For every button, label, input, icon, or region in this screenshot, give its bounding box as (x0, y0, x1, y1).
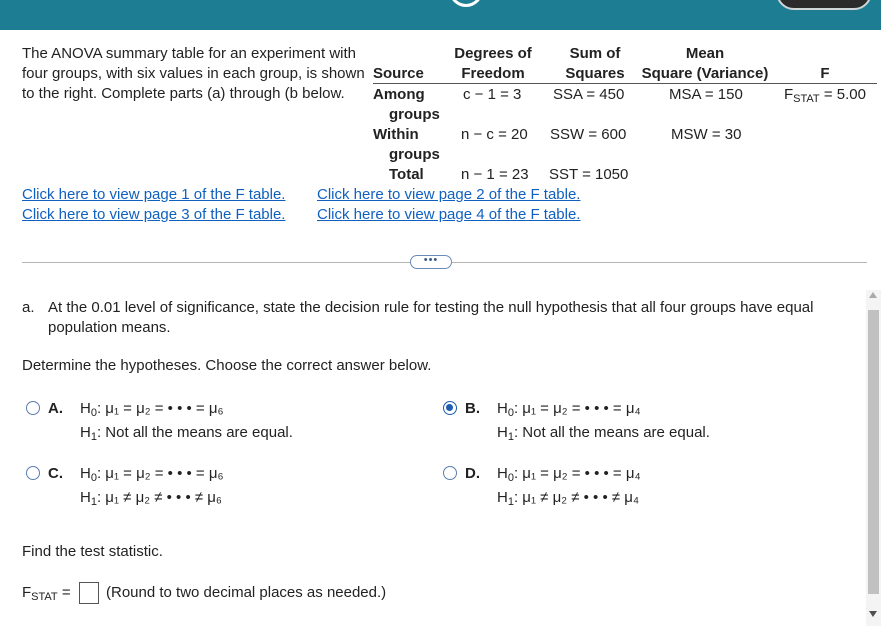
loading-arc-icon (449, 0, 483, 7)
row-among-ms: MSA = 150 (669, 86, 743, 103)
row-total-ss: SST = 1050 (549, 166, 629, 183)
question-a (22, 298, 862, 338)
choice-letter: C. (48, 465, 63, 482)
scroll-up-arrow-icon[interactable] (869, 292, 877, 298)
choice-a-h0: $H_0$: μ₁ = μ₂ = • • • = μ₆ (80, 400, 224, 419)
scrollbar-thumb[interactable] (868, 310, 879, 594)
choice-a-h1: $H_1$: Not all the means are equal. (80, 424, 293, 443)
header-rule (373, 83, 877, 84)
question-text: At the 0.01 level of significance, state the decision rule for testing the null hypothesis that all four groups have equal population means. (48, 299, 814, 336)
row-within-source-cont: groups (389, 146, 440, 163)
header-source: Source (373, 65, 424, 82)
row-among-df: c − 1 = 3 (463, 86, 522, 103)
fstat-input[interactable] (79, 582, 99, 604)
f-table-page4-link[interactable]: Click here to view page 4 of the F table. (317, 206, 581, 223)
choice-d[interactable] (443, 464, 773, 512)
header-f: F (820, 65, 830, 82)
instruction-text: Determine the hypotheses. Choose the correct answer below. (22, 357, 432, 374)
row-among-source: Among (373, 86, 425, 103)
row-within-ss: SSW = 600 (550, 126, 627, 143)
header-df-line2: Freedom (461, 65, 525, 82)
row-total-source: Total (389, 166, 424, 183)
header-ss-line2: Squares (565, 65, 625, 82)
anova-table (365, 44, 877, 186)
row-among-source-cont: groups (389, 106, 440, 123)
choice-a[interactable] (26, 399, 356, 447)
choice-c[interactable] (26, 464, 356, 512)
choice-c-h1: $H_1$: μ₁ ≠ μ₂ ≠ • • • ≠ μ₆ (80, 489, 222, 508)
choice-d-h0: $H_0$: μ₁ = μ₂ = • • • = μ₄ (497, 465, 641, 484)
radio-c[interactable] (26, 466, 40, 480)
row-within-df: n − c = 20 (461, 126, 528, 143)
choice-letter: A. (48, 400, 63, 417)
choice-b-h1: $H_1$: Not all the means are equal. (497, 424, 710, 443)
find-test-statistic-text: Find the test statistic. (22, 543, 163, 560)
radio-a[interactable] (26, 401, 40, 415)
rounding-hint: (Round to two decimal places as needed.) (106, 584, 387, 601)
row-within-source: Within (373, 126, 419, 143)
header-df-line1: Degrees of (454, 45, 532, 62)
f-table-page3-link[interactable]: Click here to view page 3 of the F table. (22, 206, 286, 223)
choice-letter: B. (465, 400, 480, 417)
row-total-df: n − 1 = 23 (461, 166, 529, 183)
choice-b[interactable] (443, 399, 773, 447)
intro-text: The ANOVA summary table for an experiment with four groups, with six values in each group, is shown to the right. Complete parts (a) through (b below. (22, 45, 365, 102)
radio-b-selected[interactable] (443, 401, 457, 415)
expand-more-button[interactable]: ••• (410, 255, 452, 269)
f-table-page2-link[interactable]: Click here to view page 2 of the F table. (317, 186, 581, 203)
row-within-ms: MSW = 30 (671, 126, 742, 143)
choice-c-h0: $H_0$: μ₁ = μ₂ = • • • = μ₆ (80, 465, 224, 484)
choice-b-h0: $H_0$: μ₁ = μ₂ = • • • = μ₄ (497, 400, 641, 419)
top-bar (0, 0, 881, 30)
fstat-label: $F_{STAT}$ = (22, 584, 71, 603)
f-table-page1-link[interactable]: Click here to view page 1 of the F table. (22, 186, 286, 203)
header-ms-line2: Square (Variance) (641, 65, 769, 82)
scroll-down-arrow-icon[interactable] (869, 611, 877, 617)
question-letter: a. (22, 299, 35, 316)
choice-d-h1: $H_1$: μ₁ ≠ μ₂ ≠ • • • ≠ μ₄ (497, 489, 640, 508)
radio-d[interactable] (443, 466, 457, 480)
top-pill-button[interactable] (776, 0, 872, 10)
header-ms-line1: Mean (685, 45, 725, 62)
header-ss-line1: Sum of (569, 45, 621, 62)
row-among-ss: SSA = 450 (553, 86, 625, 103)
row-among-f: $F_{STAT} = 5.00$ (784, 86, 866, 105)
choice-letter: D. (465, 465, 480, 482)
